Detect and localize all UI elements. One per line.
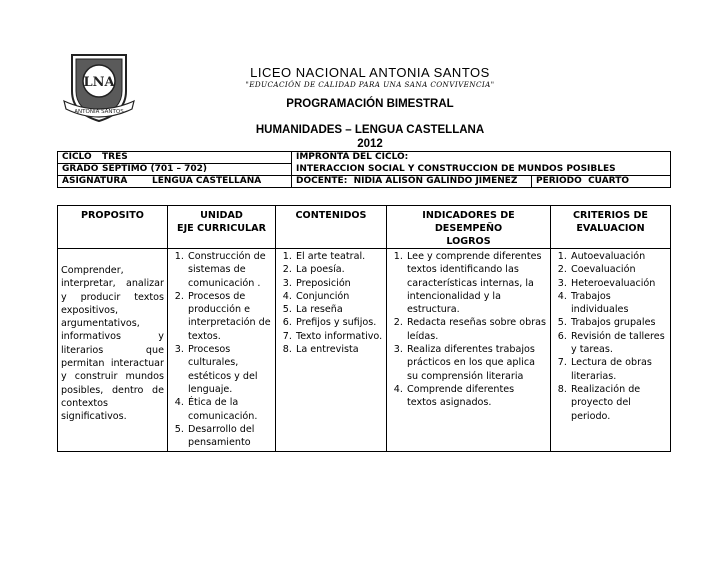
list-item: 6. Prefijos y sufijos. (295, 316, 383, 329)
info-row-ciclo (58, 152, 671, 164)
contenidos-cell (276, 249, 387, 452)
list-item: 8. Realización de proyecto del periodo. (570, 383, 667, 423)
header-unidad-line2: EJE CURRICULAR (177, 223, 266, 234)
asignatura-label: ASIGNATURA (62, 176, 128, 186)
grado-label: GRADO (62, 164, 99, 174)
unidad-cell (168, 249, 276, 452)
periodo-cell (532, 176, 671, 188)
header-criterios-line1: CRITERIOS DE (573, 210, 648, 221)
school-logo (62, 51, 136, 123)
docente-value: NIDIA ALISON GALINDO JIMÉNEZ (353, 176, 518, 186)
list-item: 5. La reseña (295, 303, 383, 316)
list-item: 2. Coevaluación (570, 263, 667, 276)
document-title: PROGRAMACIÓN BIMESTRAL (286, 98, 454, 110)
list-item: 4. Ética de la comunicación. (187, 396, 272, 423)
grado-cell (58, 164, 292, 176)
info-row-grado (58, 164, 671, 176)
list-item: 8. La entrevista (295, 343, 383, 356)
header-indicadores-line1: INDICADORES DE DESEMPEÑO (422, 210, 515, 234)
list-item: 4. Conjunción (295, 290, 383, 303)
list-item: 1. El arte teatral. (295, 250, 383, 263)
list-item: 3. Realiza diferentes trabajos prácticos en los que aplica su comprensión literaria (406, 343, 547, 383)
indicadores-cell (387, 249, 551, 452)
program-table (57, 205, 671, 452)
ciclo-value: TRES (102, 152, 128, 162)
list-item: 3. Heteroevaluación (570, 277, 667, 290)
grado-value: SÉPTIMO (701 – 702) (102, 164, 208, 174)
criterios-cell (551, 249, 671, 452)
list-item: 1. Lee y comprende diferentes textos identificando las características internas, la intencionalidad y la estructura. (406, 250, 547, 316)
list-item: 4. Comprende diferentes textos asignados. (406, 383, 547, 410)
asignatura-value: LENGUA CASTELLANA (152, 176, 262, 186)
table-body-row (58, 249, 671, 452)
list-item: 3. Procesos culturales, estéticos y del lenguaje. (187, 343, 272, 396)
school-motto: "EDUCACIÓN DE CALIDAD PARA UNA SANA CONVIVENCIA" (245, 80, 495, 89)
proposito-text: Comprender, interpretar, analizar y producir textos expositivos, argumentativos, informativos y literarios que permitan interactuar y construir mundos posibles, dentro de contextos significativos. (58, 249, 168, 452)
periodo-value: CUARTO (588, 176, 629, 186)
svg-text:LNA: LNA (83, 75, 115, 90)
list-item: 6. Revisión de talleres y tareas. (570, 330, 667, 357)
school-year: 2012 (357, 138, 383, 150)
header-criterios (551, 206, 671, 249)
header-contenidos: CONTENIDOS (276, 206, 387, 249)
header-criterios-line2: EVALUACION (576, 223, 645, 234)
asignatura-cell (58, 176, 292, 188)
list-item: 7. Texto informativo. (295, 330, 383, 343)
list-item: 1. Construcción de sistemas de comunicación . (187, 250, 272, 290)
impronta-value: INTERACCIÓN SOCIAL Y CONSTRUCCIÓN DE MUNDOS POSIBLES (292, 164, 671, 176)
docente-label: DOCENTE: (296, 176, 348, 186)
subject-title: HUMANIDADES – LENGUA CASTELLANA (255, 124, 485, 136)
list-item: 3. Preposición (295, 277, 383, 290)
header-unidad-line1: UNIDAD (200, 210, 243, 221)
header-proposito: PROPOSITO (58, 206, 168, 249)
impronta-label: IMPRONTA DEL CICLO: (292, 152, 671, 164)
info-row-asignatura (58, 176, 671, 188)
list-item: 5. Desarrollo del pensamiento (187, 423, 272, 450)
list-item: 7. Lectura de obras literarias. (570, 356, 667, 383)
list-item: 2. La poesía. (295, 263, 383, 276)
school-name: LICEO NACIONAL ANTONIA SANTOS (250, 65, 490, 80)
list-item: 4. Trabajos individuales (570, 290, 667, 317)
periodo-label: PERIODO (536, 176, 582, 186)
ciclo-cell (58, 152, 292, 164)
header-indicadores-line2: LOGROS (446, 236, 491, 247)
list-item: 1. Autoevaluación (570, 250, 667, 263)
header-indicadores (387, 206, 551, 249)
header-unidad (168, 206, 276, 249)
info-table (57, 151, 671, 188)
ciclo-label: CICLO (62, 152, 92, 162)
logo-banner-text: ANTONIA SANTOS (74, 109, 124, 115)
list-item: 2. Redacta reseñas sobre obras leídas. (406, 316, 547, 343)
docente-cell (292, 176, 532, 188)
list-item: 2. Procesos de producción e interpretación de textos. (187, 290, 272, 343)
table-header-row (58, 206, 671, 249)
list-item: 5. Trabajos grupales (570, 316, 667, 329)
